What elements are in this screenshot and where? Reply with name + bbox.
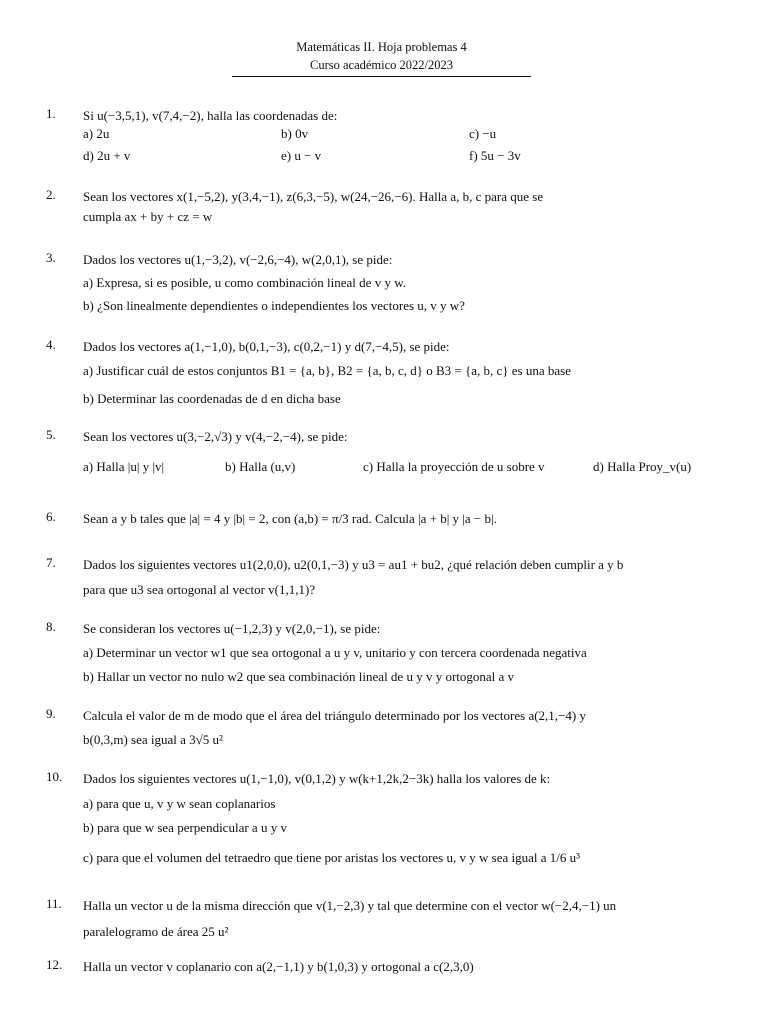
part-a: a) para que u, v y w sean coplanarios [83, 796, 276, 811]
problem-number: 10. [46, 769, 63, 784]
header-divider [232, 76, 531, 77]
part-e: e) u − v [281, 148, 322, 163]
part-f: f) 5u − 3v [469, 148, 521, 163]
part-c: c) para que el volumen del tetraedro que tiene por aristas los vectores u, v y w sea igual a 1/6 u³ [83, 850, 581, 865]
problem-body [83, 106, 728, 170]
part-d: d) 2u + v [83, 148, 131, 163]
problem-statement: Si u(−3,5,1), v(7,4,−2), halla las coordenadas de: [83, 108, 338, 123]
part-a: a) Justificar cuál de estos conjuntos B1 = {a, b}, B2 = {a, b, c, d} o B3 = {a, b, c} es una base [83, 363, 571, 378]
problem-number: 8. [46, 619, 56, 634]
problem-statement: Se consideran los vectores u(−1,2,3) y v(2,0,−1), se pide: [83, 621, 381, 636]
problem-statement-cont: paralelogramo de área 25 u² [83, 924, 229, 939]
problem-statement: Sean a y b tales que |a| = 4 y |b| = 2, con (a,b) = π/3 rad. Calcula |a + b| y |a − b|. [83, 511, 497, 526]
part-c: c) −u [469, 126, 497, 141]
problem-body [83, 957, 728, 977]
problem-statement-cont: b(0,3,m) sea igual a 3√5 u² [83, 732, 223, 747]
problem-statement: Sean los vectores u(3,−2,√3) y v(4,−2,−4), se pide: [83, 429, 348, 444]
parts-row-2 [83, 148, 728, 170]
parts-row [83, 459, 728, 481]
part-c: c) Halla la proyección de u sobre v [363, 459, 545, 474]
problem-statement: Dados los vectores a(1,−1,0), b(0,1,−3), c(0,2,−1) y d(7,−4,5), se pide: [83, 339, 450, 354]
part-a: a) Halla |u| y |v| [83, 459, 165, 474]
part-b: b) Hallar un vector no nulo w2 que sea combinación lineal de u y v y ortogonal a v [83, 669, 515, 684]
problem-number: 6. [46, 509, 56, 524]
problem-body [83, 337, 728, 409]
part-a: a) 2u [83, 126, 110, 141]
parts-row-1 [83, 126, 728, 148]
problem-statement-cont: para que u3 sea ortogonal al vector v(1,1,1)? [83, 582, 316, 597]
problem-body [83, 769, 728, 868]
problem-statement: Dados los siguientes vectores u1(2,0,0), u2(0,1,−3) y u3 = au1 + bu2, ¿qué relación deben cumplir a y b [83, 557, 624, 572]
problem-statement: Halla un vector u de la misma dirección que v(1,−2,3) y tal que determine con el vector w(−2,4,−1) un [83, 898, 617, 913]
part-d: d) Halla Proy_v(u) [593, 459, 692, 474]
problem-number: 2. [46, 187, 56, 202]
problem-number: 12. [46, 957, 63, 972]
part-b: b) Determinar las coordenadas de d en dicha base [83, 391, 341, 406]
problem-number: 1. [46, 106, 56, 121]
problem-statement: Sean los vectores x(1,−5,2), y(3,4,−1), z(6,3,−5), w(24,−26,−6). Halla a, b, c para que se [83, 189, 544, 204]
part-b: b) 0v [281, 126, 309, 141]
problem-statement: Calcula el valor de m de modo que el área del triángulo determinado por los vectores a(2,1,−4) y [83, 708, 586, 723]
part-a: a) Determinar un vector w1 que sea ortogonal a u y v, unitario y con tercera coordenada negativa [83, 645, 587, 660]
problem-body [83, 250, 728, 316]
document-subtitle: Curso académico 2022/2023 [309, 58, 454, 72]
part-b: b) ¿Son linealmente dependientes o independientes los vectores u, v y w? [83, 298, 465, 313]
problem-statement-cont: cumpla ax + by + cz = w [83, 209, 213, 224]
problem-statement: Dados los vectores u(1,−3,2), v(−2,6,−4), w(2,0,1), se pide: [83, 252, 393, 267]
problem-number: 7. [46, 555, 56, 570]
problem-number: 3. [46, 250, 56, 265]
problem-body [83, 555, 728, 600]
problem-number: 4. [46, 337, 56, 352]
problem-body [83, 706, 728, 750]
problem-body [83, 187, 728, 227]
document-title: Matemáticas II. Hoja problemas 4 [296, 40, 467, 54]
problem-number: 11. [46, 896, 62, 911]
part-b: b) para que w sea perpendicular a u y v [83, 820, 287, 835]
problem-body [83, 509, 728, 529]
part-b: b) Halla (u,v) [225, 459, 296, 474]
problem-body [83, 619, 728, 687]
problem-body [83, 427, 728, 481]
problem-statement: Dados los siguientes vectores u(1,−1,0), v(0,1,2) y w(k+1,2k,2−3k) halla los valores de k: [83, 771, 551, 786]
problem-number: 5. [46, 427, 56, 442]
problem-number: 9. [46, 706, 56, 721]
part-a: a) Expresa, si es posible, u como combinación lineal de v y w. [83, 275, 406, 290]
document-header [232, 38, 531, 74]
problem-statement: Halla un vector v coplanario con a(2,−1,1) y b(1,0,3) y ortogonal a c(2,3,0) [83, 959, 474, 974]
problem-body [83, 896, 728, 942]
